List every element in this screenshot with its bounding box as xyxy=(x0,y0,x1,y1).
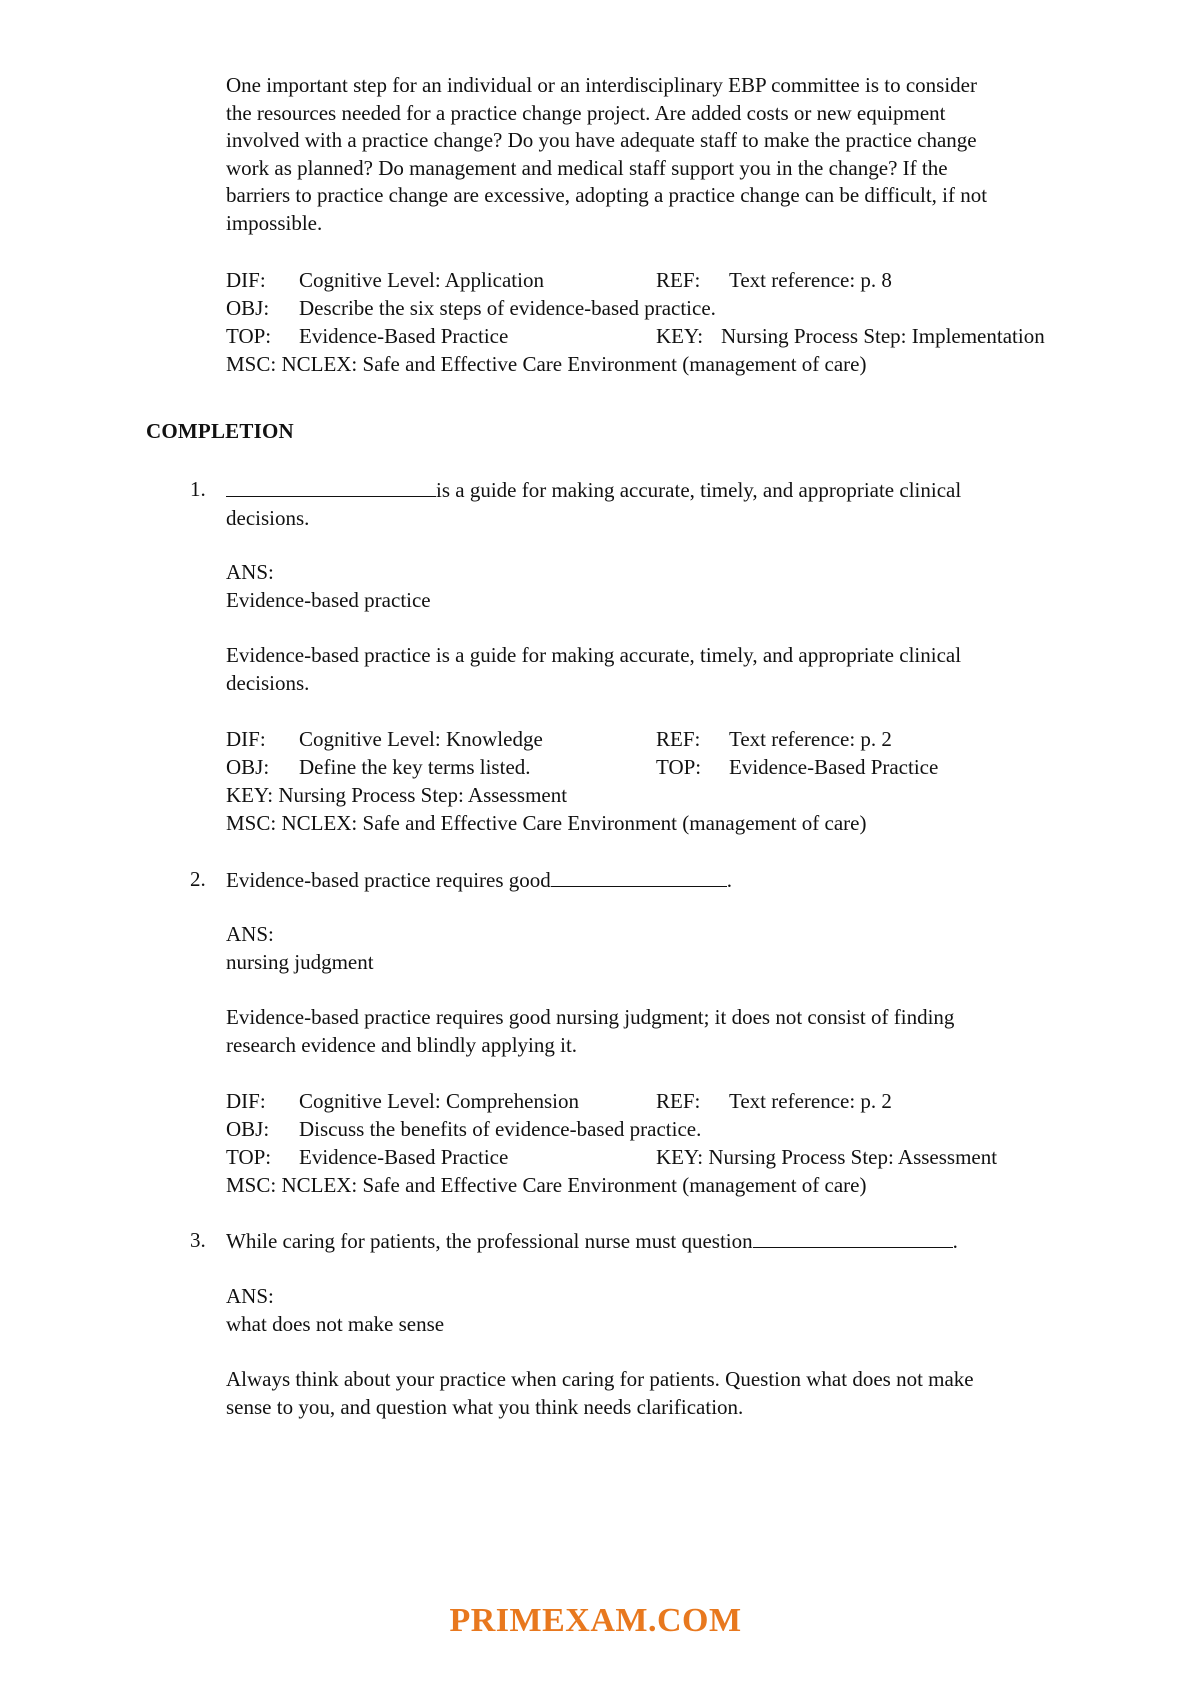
ref-value: Text reference: p. 2 xyxy=(729,1089,892,1113)
meta-row-dif-ref xyxy=(226,726,1126,754)
obj-value: Define the key terms listed. xyxy=(299,755,531,779)
meta-row-dif-ref xyxy=(226,267,1126,295)
rationale-line: decisions. xyxy=(226,670,310,695)
meta-row-msc xyxy=(226,810,1126,838)
top-value: Evidence-Based Practice xyxy=(299,1145,509,1169)
ans-label: ANS: xyxy=(226,922,274,946)
msc-text: MSC: NCLEX: Safe and Effective Care Environment (management of care) xyxy=(226,811,867,835)
top-label: TOP: xyxy=(226,1145,272,1169)
footer-watermark: PRIMEXAM.COM xyxy=(449,1602,742,1639)
rationale xyxy=(226,1366,1126,1421)
rationale-line: Evidence-based practice requires good nursing judgment; it does not consist of finding xyxy=(226,1005,955,1029)
obj-value: Discuss the benefits of evidence-based practice. xyxy=(299,1117,702,1141)
question-number: 2. xyxy=(190,867,206,891)
question-stem xyxy=(226,866,1126,895)
intro-line: involved with a practice change? Do you have adequate staff to make the practice change xyxy=(226,128,977,152)
stem-text: While caring for patients, the professional nurse must question xyxy=(226,1229,753,1253)
dif-label: DIF: xyxy=(226,727,266,751)
rationale xyxy=(226,642,1126,697)
dif-value: Cognitive Level: Comprehension xyxy=(299,1089,579,1113)
intro-paragraph xyxy=(226,72,1126,237)
intro-line: barriers to practice change are excessive, adopting a practice change can be difficult, if not xyxy=(226,183,988,207)
ref-label: REF: xyxy=(656,268,701,292)
ref-value: Text reference: p. 8 xyxy=(729,268,892,292)
stem-text: is a guide for making accurate, timely, and appropriate clinical xyxy=(436,478,962,502)
question-stem xyxy=(226,476,1126,532)
top-label: TOP: xyxy=(656,755,702,779)
dif-value: Cognitive Level: Application xyxy=(299,268,544,292)
answer-blank xyxy=(226,476,436,497)
answer-text: nursing judgment xyxy=(226,949,374,974)
key-text: KEY: Nursing Process Step: Assessment xyxy=(656,1145,998,1169)
stem-text: Evidence-based practice requires good xyxy=(226,868,551,892)
key-text: KEY: Nursing Process Step: Assessment xyxy=(226,783,568,807)
rationale-line: research evidence and blindly applying it. xyxy=(226,1032,578,1057)
ref-label: REF: xyxy=(656,1089,701,1113)
answer-blank xyxy=(753,1227,953,1248)
msc-text: MSC: NCLEX: Safe and Effective Care Environment (management of care) xyxy=(226,1173,867,1197)
obj-value: Describe the six steps of evidence-based practice. xyxy=(299,296,716,320)
answer-blank xyxy=(551,866,727,887)
obj-label: OBJ: xyxy=(226,296,270,320)
intro-line: work as planned? Do management and medical staff support you in the change? If the xyxy=(226,155,948,180)
intro-line: the resources needed for a practice change project. Are added costs or new equipment xyxy=(226,100,946,125)
intro-line: impossible. xyxy=(226,210,323,235)
obj-label: OBJ: xyxy=(226,1117,270,1141)
answer-block xyxy=(226,559,1126,614)
intro-line: One important step for an individual or an interdisciplinary EBP committee is to consider xyxy=(226,73,977,97)
meta-row-obj-top xyxy=(226,754,1126,782)
meta-row-msc xyxy=(226,351,1126,379)
meta-row-dif-ref xyxy=(226,1088,1126,1116)
section-heading: COMPLETION xyxy=(146,419,294,443)
key-value: Nursing Process Step: Implementation xyxy=(721,324,1045,348)
answer-text: what does not make sense xyxy=(226,1311,445,1336)
ans-label: ANS: xyxy=(226,560,274,584)
meta-row-obj xyxy=(226,295,1126,323)
ref-label: REF: xyxy=(656,727,701,751)
meta-row-msc xyxy=(226,1172,1126,1200)
dif-label: DIF: xyxy=(226,268,266,292)
answer-text: Evidence-based practice xyxy=(226,587,431,612)
rationale xyxy=(226,1004,1126,1059)
msc-text: MSC: NCLEX: Safe and Effective Care Environment (management of care) xyxy=(226,352,867,376)
dif-label: DIF: xyxy=(226,1089,266,1113)
top-value: Evidence-Based Practice xyxy=(299,324,509,348)
key-label: KEY: xyxy=(656,324,704,348)
top-value: Evidence-Based Practice xyxy=(729,755,939,779)
question-number: 1. xyxy=(190,477,206,501)
stem-end: . xyxy=(952,1229,958,1253)
stem-end: . xyxy=(726,868,733,892)
dif-value: Cognitive Level: Knowledge xyxy=(299,727,543,751)
meta-row-obj xyxy=(226,1116,1126,1144)
rationale-line: Always think about your practice when caring for patients. Question what does not make xyxy=(226,1367,974,1391)
stem-text-line2: decisions. xyxy=(226,505,310,530)
top-label: TOP: xyxy=(226,324,272,348)
obj-label: OBJ: xyxy=(226,755,270,779)
ans-label: ANS: xyxy=(226,1284,274,1308)
answer-block xyxy=(226,1283,1126,1338)
rationale-line: Evidence-based practice is a guide for making accurate, timely, and appropriate clinical xyxy=(226,643,962,667)
ref-value: Text reference: p. 2 xyxy=(729,727,892,751)
meta-row-top-key xyxy=(226,323,1126,351)
meta-row-key xyxy=(226,782,1126,810)
meta-row-top-key xyxy=(226,1144,1126,1172)
question-stem xyxy=(226,1227,1126,1256)
answer-block xyxy=(226,921,1126,976)
question-number: 3. xyxy=(190,1228,206,1252)
rationale-line: sense to you, and question what you think needs clarification. xyxy=(226,1394,744,1419)
